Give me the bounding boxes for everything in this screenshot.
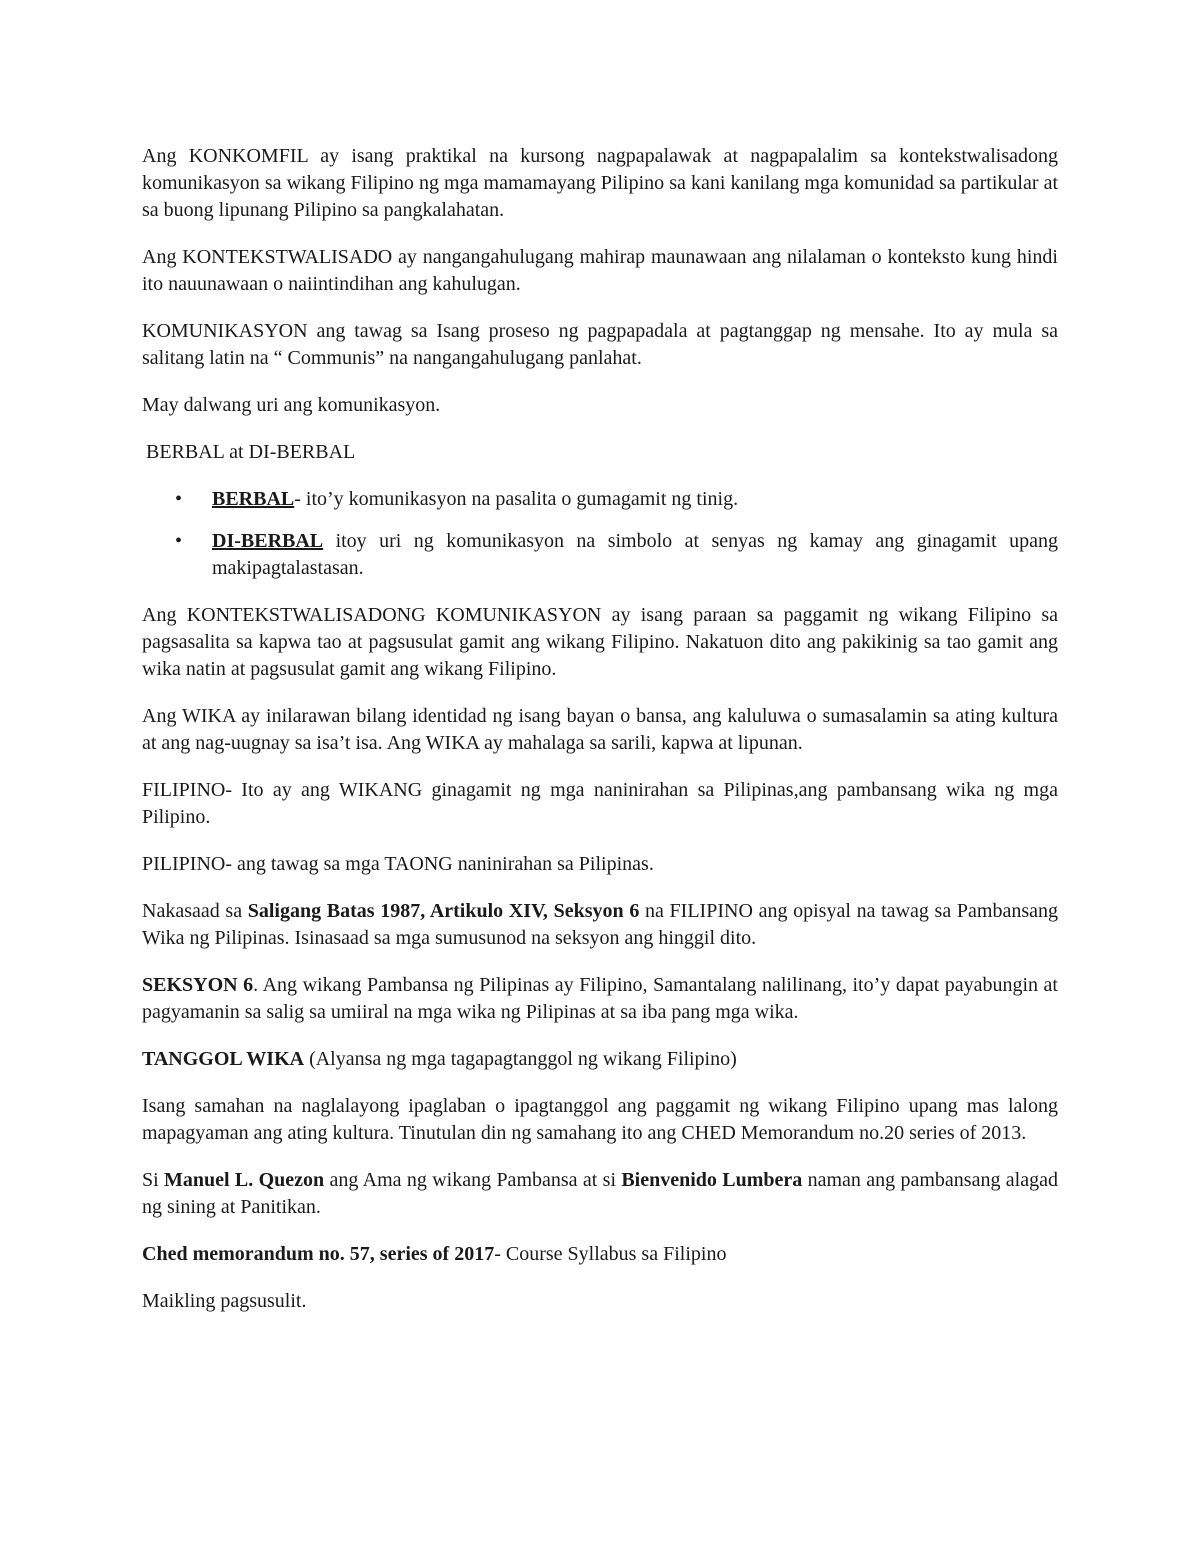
- paragraph-samahan: Isang samahan na naglalayong ipaglaban o ipagtanggol ang paggamit ng wikang Filipino upang mas lalong mapagyaman ang ating kultura. Tinutulan din ng samahang ito ang CHED Memorandum no.20 series of 2013.: [142, 1095, 1058, 1144]
- paragraph-kontekstwalisado: Ang KONTEKSTWALISADO ay nangangahulugang mahirap maunawaan ang nilalaman o konteksto kung hindi ito nauunawaan o naiintindihan ang kahulugan.: [142, 246, 1058, 295]
- paragraph-wika: Ang WIKA ay inilarawan bilang identidad ng isang bayan o bansa, ang kaluluwa o sumasalamin sa ating kultura at ang nag-uugnay sa isa’t isa. Ang WIKA ay mahalaga sa sarili, kapwa at lipunan.: [142, 705, 1058, 754]
- bullet-text: itoy uri ng komunikasyon na simbolo at senyas ng kamay ang ginagamit upang makipagtalastasan.: [212, 530, 1058, 579]
- text-run: Nakasaad sa: [142, 900, 248, 922]
- bullet-term: BERBAL: [212, 488, 295, 510]
- paragraph-berbal-di-berbal: BERBAL at DI-BERBAL: [146, 441, 356, 463]
- bullet-list: [142, 486, 1058, 582]
- bullet-text: - ito’y komunikasyon na pasalita o gumagamit ng tinig.: [294, 488, 739, 510]
- list-item: [142, 486, 1058, 513]
- bold-run: Manuel L. Quezon: [164, 1169, 325, 1191]
- bold-run: Ched memorandum no. 57, series of 2017: [142, 1243, 495, 1265]
- text-run: . Ang wikang Pambansa ng Pilipinas ay Filipino, Samantalang nalilinang, ito’y dapat payabungin at pagyamanin sa salig sa umiiral na mga wika ng Pilipinas at sa iba pang mga wika.: [142, 974, 1058, 1023]
- text-run: Si: [142, 1169, 165, 1191]
- paragraph-ched-memo: [142, 1241, 1058, 1268]
- list-item: [142, 528, 1058, 582]
- document-page: [142, 143, 1058, 1335]
- paragraph-filipino: FILIPINO- Ito ay ang WIKANG ginagamit ng mga naninirahan sa Pilipinas,ang pambansang wika ng mga Pilipino.: [142, 779, 1058, 828]
- paragraph-komunikasyon: KOMUNIKASYON ang tawag sa Isang proseso ng pagpapadala at pagtanggap ng mensahe. Ito ay mula sa salitang latin na “ Communis” na nangangahulugang panlahat.: [142, 320, 1058, 369]
- bold-run: TANGGOL WIKA: [142, 1048, 305, 1070]
- paragraph-seksyon-6: [142, 972, 1058, 1026]
- paragraph-kontekstwalisadong-komunikasyon: Ang KONTEKSTWALISADONG KOMUNIKASYON ay isang paraan sa paggamit ng wikang Filipino sa pagsasalita sa kapwa tao at pagsusulat gamit ang wikang Filipino. Nakatuon dito ang pakikinig sa tao gamit ang wika natin at pagsusulat gamit ang wikang Filipino.: [142, 604, 1058, 680]
- paragraph-konkomfil: Ang KONKOMFIL ay isang praktikal na kursong nagpapalawak at nagpapalalim sa kontekstwalisadong komunikasyon sa wikang Filipino ng mga mamamayang Pilipino sa kani kanilang mga komunidad sa partikular at sa buong lipunang Pilipino sa pangkalahatan.: [142, 145, 1058, 221]
- paragraph-uri: May dalwang uri ang komunikasyon.: [142, 394, 441, 416]
- paragraph-pilipino: PILIPINO- ang tawag sa mga TAONG naninirahan sa Pilipinas.: [142, 853, 654, 875]
- text-run: na FILIPINO ang opisyal na tawag sa Pambansang Wika ng Pilipinas. Isinasaad sa mga sumusunod na seksyon ang hinggil dito.: [142, 900, 1058, 949]
- text-run: naman ang pambansang alagad ng sining at Panitikan.: [142, 1169, 1058, 1218]
- paragraph-tanggol-wika: [142, 1046, 1058, 1073]
- bold-run: SEKSYON 6: [142, 974, 254, 996]
- bullet-icon: •: [175, 488, 183, 510]
- bullet-term: DI-BERBAL: [212, 530, 324, 552]
- paragraph-quezon: [142, 1167, 1058, 1221]
- text-run: (Alyansa ng mga tagapagtanggol ng wikang Filipino): [304, 1048, 737, 1070]
- paragraph-saligang-batas: [142, 898, 1058, 952]
- text-run: ang Ama ng wikang Pambansa at si: [324, 1169, 622, 1191]
- bold-run: Bienvenido Lumbera: [621, 1169, 803, 1191]
- paragraph-pagsusulit: Maikling pagsusulit.: [142, 1290, 307, 1312]
- text-run: - Course Syllabus sa Filipino: [494, 1243, 727, 1265]
- bold-run: Saligang Batas 1987, Artikulo XIV, Seksyon 6: [247, 900, 640, 922]
- bullet-icon: •: [175, 530, 183, 552]
